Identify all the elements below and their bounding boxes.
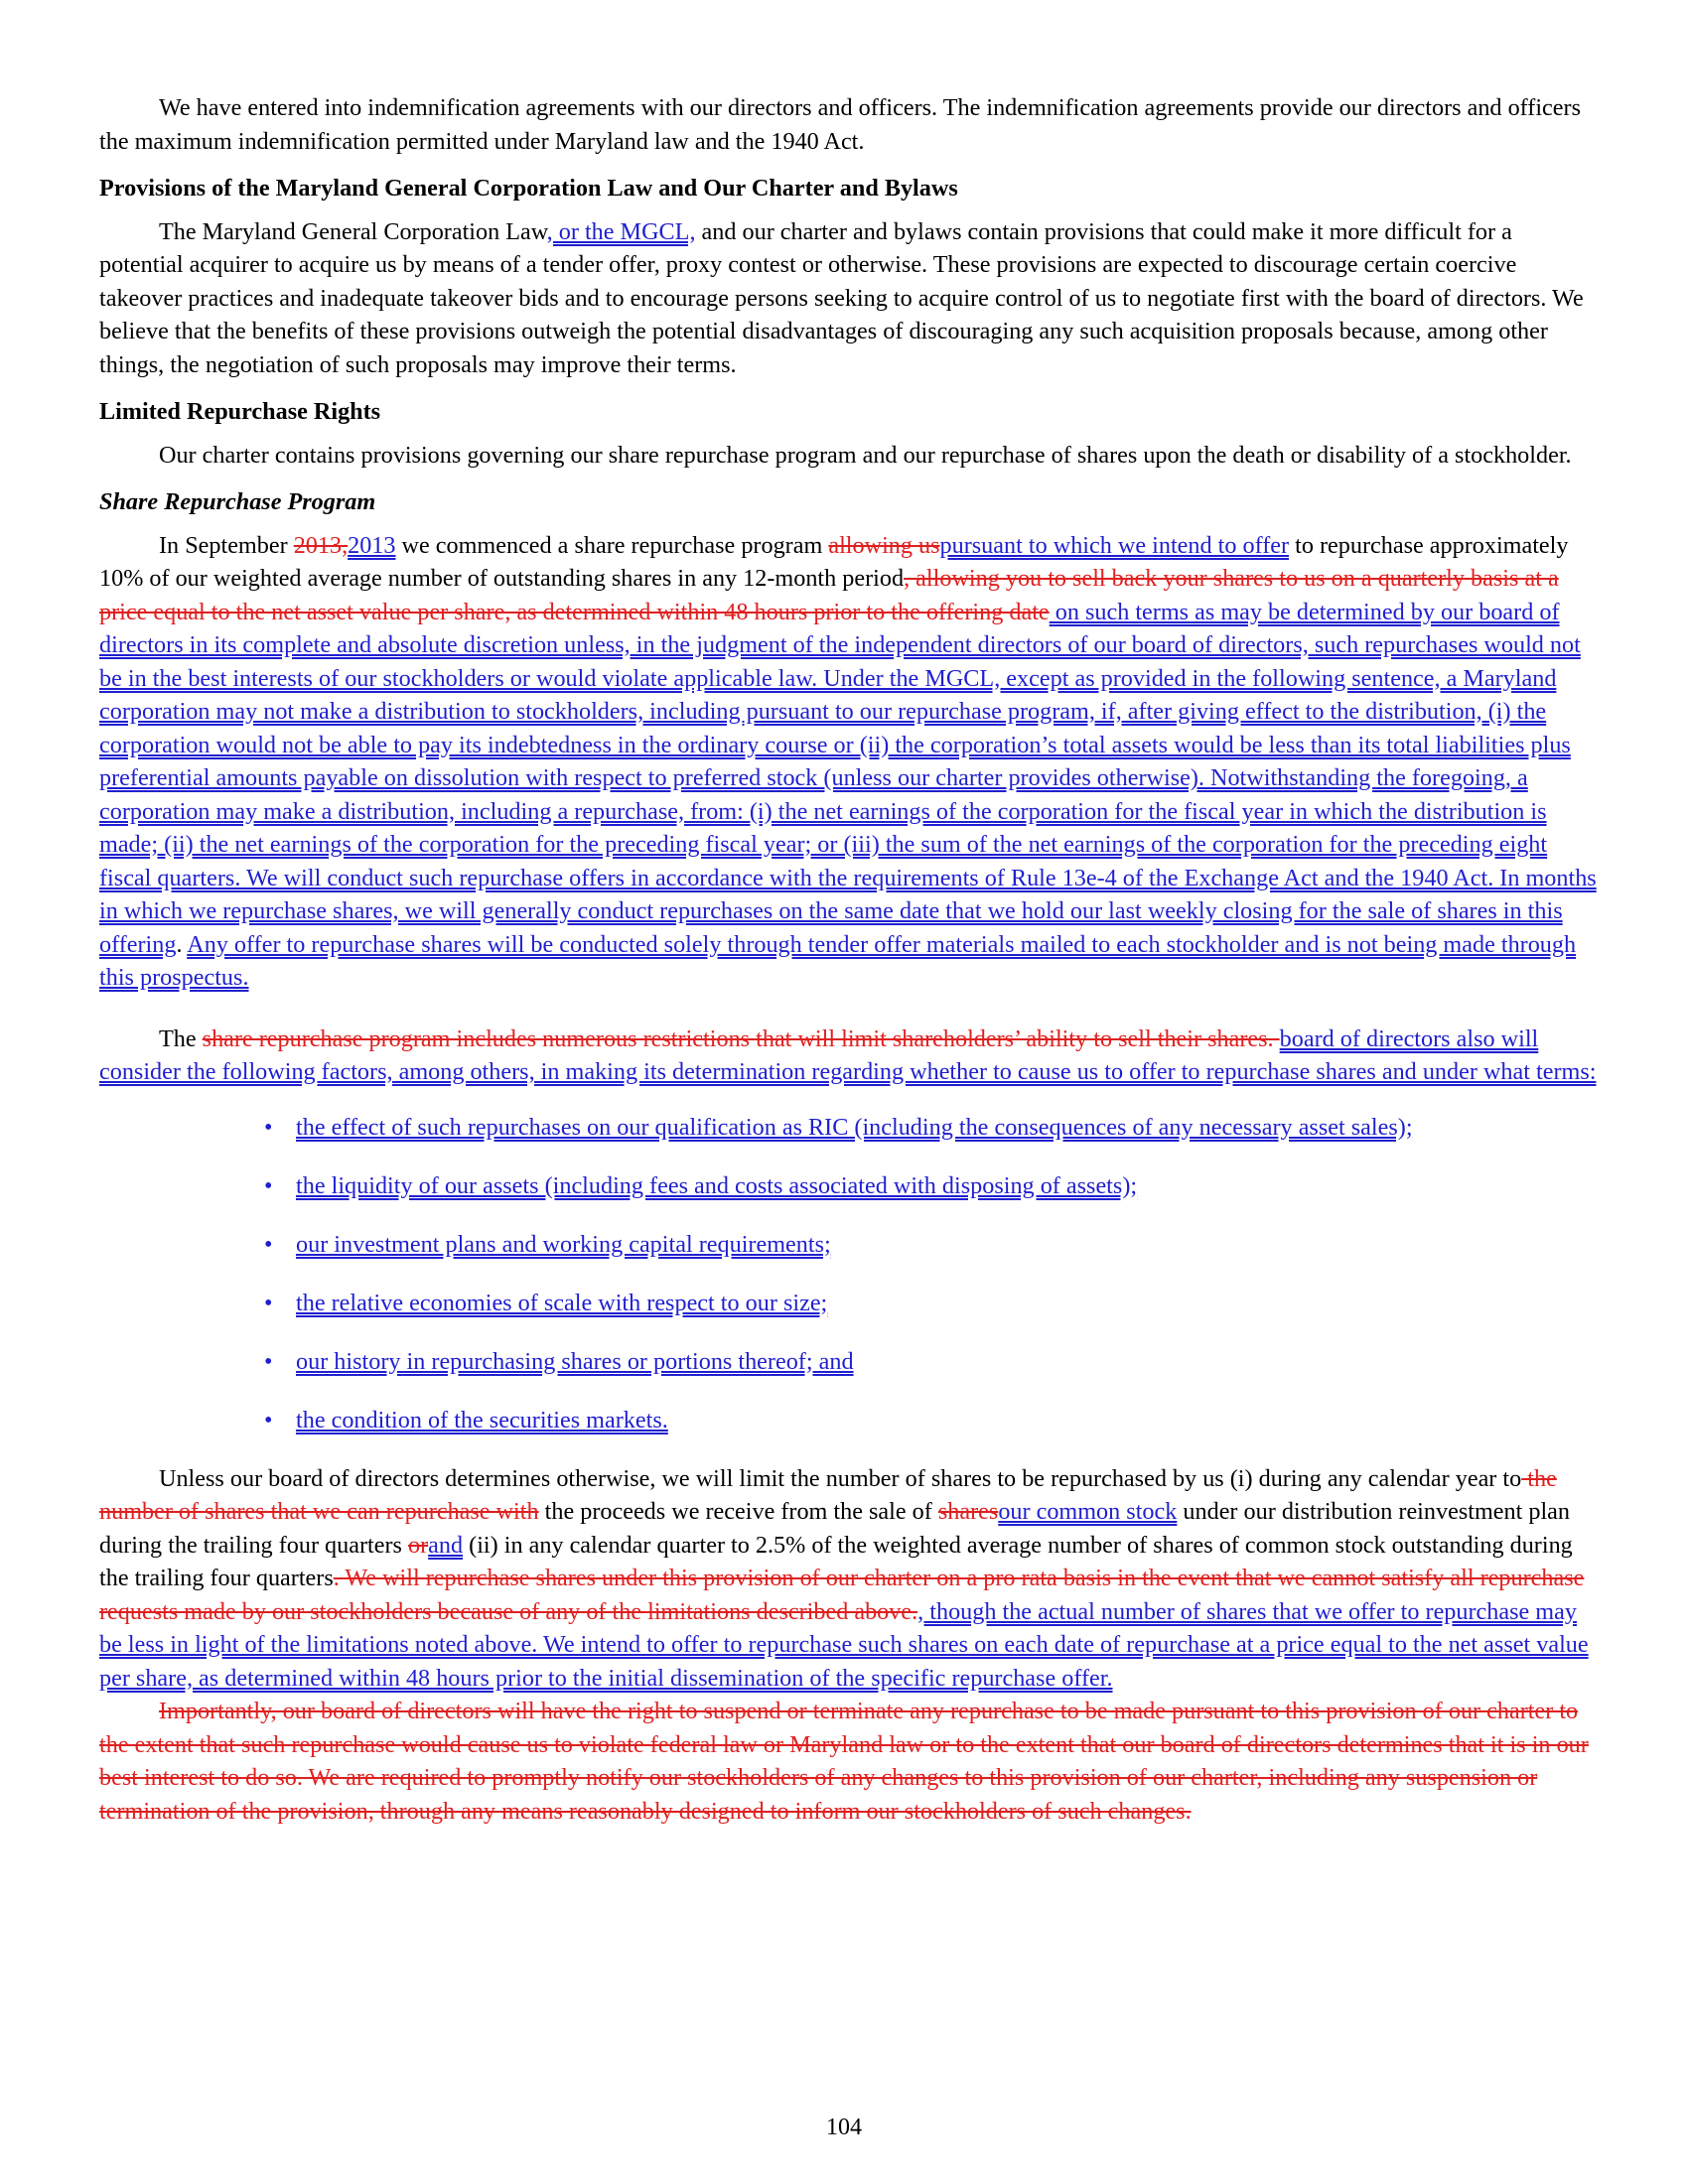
deleted-text: share repurchase program includes numerous restrictions that will limit shareholders’ ability to sell their shares. — [202, 1024, 1280, 1052]
factors-bullet-list — [99, 1111, 1599, 1437]
deleted-text: , allowing you to sell back your shares to us on a quarterly basis at a price equal to the net asset value per share, as determined within 48 hours prior to the offering date — [99, 565, 1559, 625]
text-run: we commenced a share repurchase program — [395, 531, 829, 559]
page-number: 104 — [826, 2115, 862, 2140]
text-run: The — [159, 1024, 203, 1052]
inserted-text: board of directors also will consider the following factors, among others, in making its determination regarding whether to cause us to offer to repurchase shares and under what terms: — [99, 1024, 1597, 1085]
text-run: and our charter and bylaws contain provisions that could make it more difficult for a potential acquirer to acquire us by means of a tender offer, proxy contest or otherwise. These provisions are expected to discourage certain coercive takeover practices and inadequate takeover bids and to encourage persons seeking to acquire control of us to negotiate first with the board of directors. We believe that the benefits of these provisions outweigh the potential disadvantages of discouraging any such acquisition proposals because, among other things, the negotiation of such proposals may improve their terms. — [99, 217, 1584, 378]
bullet-icon: • — [264, 1289, 273, 1316]
bullet-text: the liquidity of our assets (including fees and costs associated with disposing of assets); — [296, 1171, 1138, 1199]
inserted-text: on such terms as may be determined by our board of directors in its complete and absolute discretion unless, in the judgment of the independent directors of our board of directors, such repurchases would not be in the best interests of our stockholders or would violate applicable law. Under the MGCL, except as provided in the following sentence, a Maryland corporation may not make a distribution to stockholders, including pursuant to our repurchase program, if, after giving effect to the distribution, (i) the corporation would not be able to pay its indebtedness in the ordinary course or (ii) the corporation’s total assets would be less than its total liabilities plus preferential amounts payable on dissolution with respect to preferred stock (unless our charter provides otherwise). Notwithstanding the foregoing, a corporation may make a distribution, including a repurchase, from: (i) the net earnings of the corporation for the fiscal year in which the distribution is made; (ii) the net earnings of the corporation for the preceding fiscal year; or (iii) the sum of the net earnings of the corporation for the preceding eight fiscal quarters. We will conduct such repurchase offers in accordance with the requirements of Rule 13e-4 of the Exchange Act and the 1940 Act. In months in which we repurchase shares, we will generally conduct repurchases on the same date that we hold our last weekly closing for the sale of shares in this offering — [99, 598, 1597, 958]
heading-maryland-provisions: Provisions of the Maryland General Corporation Law and Our Charter and Bylaws — [99, 175, 958, 202]
inserted-text: our common stock — [998, 1498, 1178, 1525]
bullet-text: the effect of such repurchases on our qualification as RIC (including the consequences of any necessary asset sales); — [296, 1113, 1413, 1141]
deleted-text: 2013, — [293, 531, 349, 559]
paragraph-board-factors — [99, 1023, 1599, 1089]
document-page — [99, 91, 1599, 1828]
deleted-text: shares — [937, 1498, 999, 1525]
text-run: The Maryland General Corporation Law — [159, 217, 547, 245]
paragraph-charter-provisions: Our charter contains provisions governing our share repurchase program and our repurchase of shares upon the death or disability of a stockholder. — [159, 441, 1572, 469]
heading-limited-repurchase-rights: Limited Repurchase Rights — [99, 398, 381, 425]
bullet-icon: • — [264, 1230, 273, 1258]
paragraph-share-repurchase — [99, 529, 1599, 995]
paragraph-mgcl — [99, 215, 1599, 382]
bullet-item — [264, 1287, 1599, 1320]
text-run: to repurchase approximately 10% of our weighted average number of outstanding shares in any 12-month period — [99, 531, 1569, 592]
paragraph-repurchase-limits — [99, 1462, 1599, 1696]
inserted-text: 2013 — [348, 531, 396, 559]
text-run: Unless our board of directors determines otherwise, we will limit the number of shares to be repurchased by us (i) during any calendar year to — [159, 1464, 1522, 1492]
inserted-text: pursuant to which we intend to offer — [939, 531, 1290, 559]
inserted-text: , though the actual number of shares that we offer to repurchase may be less in light of the limitations noted above. We intend to offer to repurchase such shares on each date of repurchase at a price equal to the net asset value per share, as determined within 48 hours prior to the initial dissemination of the specific repurchase offer. — [99, 1597, 1589, 1692]
text-run: under our distribution reinvestment plan during the trailing four quarters — [99, 1498, 1571, 1559]
bullet-item — [264, 1404, 1599, 1437]
paragraph-importantly-deleted: Importantly, our board of directors will have the right to suspend or terminate any repurchase to be made pursuant to this provision of our charter to the extent that such repurchase would cause us to violate federal law or Maryland law or to the extent that our board of directors determines that it is in our best interest to do so. We are required to promptly notify our stockholders of any changes to this provision of our charter, including any suspension or termination of the provision, through any means reasonably designed to inform our stockholders of such changes. — [99, 1698, 1589, 1825]
heading-share-repurchase-program: Share Repurchase Program — [99, 488, 376, 515]
deleted-text: or — [408, 1531, 429, 1559]
bullet-icon: • — [264, 1113, 273, 1141]
bullet-text: the condition of the securities markets. — [296, 1406, 668, 1433]
text-run: the proceeds we receive from the sale of — [538, 1498, 938, 1525]
bullet-item — [264, 1228, 1599, 1262]
bullet-text: our history in repurchasing shares or portions thereof; and — [296, 1347, 854, 1375]
bullet-item — [264, 1169, 1599, 1203]
paragraph-indemnification: We have entered into indemnification agreements with our directors and officers. The indemnification agreements provide our directors and officers the maximum indemnification permitted under Maryland law and the 1940 Act. — [99, 94, 1581, 155]
bullet-text: the relative economies of scale with respect to our size; — [296, 1289, 828, 1316]
bullet-icon: • — [264, 1171, 273, 1199]
bullet-item — [264, 1345, 1599, 1379]
bullet-icon: • — [264, 1347, 273, 1375]
deleted-text: allowing us — [828, 531, 940, 559]
deleted-text: . We will repurchase shares under this provision of our charter on a pro rata basis in the event that we cannot satisfy all repurchase requests made by our stockholders because of any of the limitations described above. — [99, 1565, 1585, 1625]
text-run: In September — [159, 531, 294, 559]
inserted-text: , or the MGCL, — [546, 217, 696, 245]
bullet-icon: • — [264, 1406, 273, 1433]
text-run: (ii) in any calendar quarter to 2.5% of the weighted average number of shares of common stock outstanding during the trailing four quarters — [99, 1531, 1573, 1591]
inserted-text: and — [428, 1531, 464, 1559]
text-run: . — [176, 930, 188, 958]
inserted-text: Any offer to repurchase shares will be conducted solely through tender offer materials mailed to each stockholder and is not being made through this prospectus. — [99, 930, 1577, 991]
bullet-text: our investment plans and working capital requirements; — [296, 1230, 831, 1258]
deleted-text: the number of shares that we can repurchase with — [99, 1464, 1557, 1525]
bullet-item — [264, 1111, 1599, 1145]
